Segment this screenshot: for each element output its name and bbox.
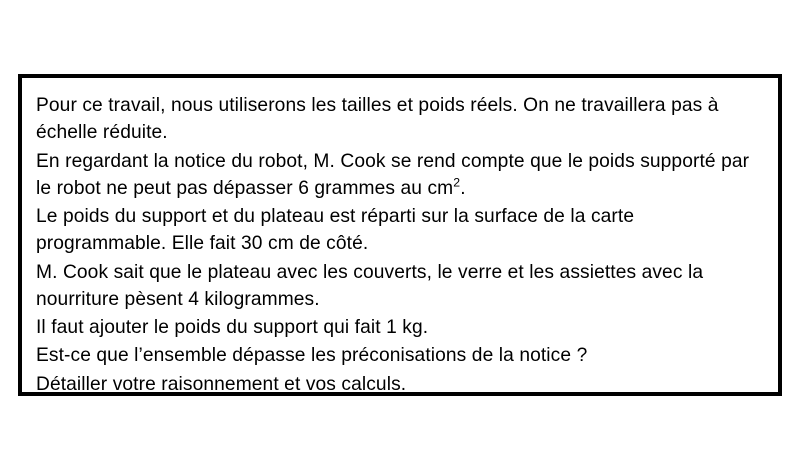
paragraph-support-weight: Il faut ajouter le poids du support qui fait 1 kg. bbox=[36, 317, 429, 339]
paragraph-tray-weight: M. Cook sait que le plateau avec les couverts, le verre et les assiettes avec la nourriture pèsent 4 kilogrammes. bbox=[36, 261, 704, 310]
exponent-square: 2 bbox=[453, 175, 461, 190]
paragraph-intro: Pour ce travail, nous utiliserons les tailles et poids réels. On ne travaillera pas à échelle réduite. bbox=[36, 95, 719, 144]
paragraph-notice-constraint-text: En regardant la notice du robot, M. Cook se rend compte que le poids supporté par le robot ne peut pas dépasser 6 grammes au cm bbox=[36, 150, 750, 199]
paragraph-card-surface: Le poids du support et du plateau est réparti sur la surface de la carte programmable. Elle fait 30 cm de côté. bbox=[36, 206, 635, 255]
paragraph-notice-constraint-period: . bbox=[460, 177, 466, 199]
paragraph-notice-constraint bbox=[36, 148, 764, 203]
paragraph-question: Est-ce que l’ensemble dépasse les préconisations de la notice ? bbox=[36, 345, 588, 367]
exercise-statement-box bbox=[18, 74, 782, 396]
paragraph-instruction: Détailler votre raisonnement et vos calculs. bbox=[36, 373, 407, 395]
